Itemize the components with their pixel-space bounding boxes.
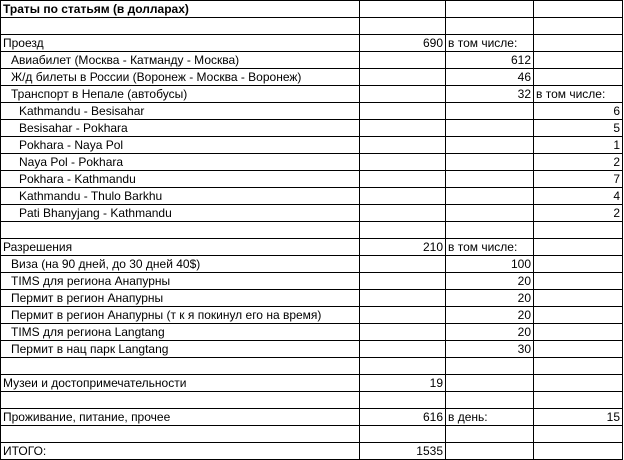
cell-subtotal[interactable]: 20 [446, 290, 534, 307]
cell-subtotal[interactable]: 46 [446, 69, 534, 86]
cell-total[interactable] [360, 290, 446, 307]
cell-subtotal[interactable]: 20 [446, 307, 534, 324]
table-row [0, 69, 624, 86]
cell-subtotal[interactable] [446, 120, 534, 137]
cell-detail[interactable] [534, 239, 623, 256]
cell-item[interactable]: Проживание, питание, прочее [0, 409, 360, 426]
cell-subtotal[interactable]: в том числе: [446, 239, 534, 256]
cell-total[interactable] [360, 426, 446, 443]
cell-total[interactable]: 616 [360, 409, 446, 426]
table-row [0, 52, 624, 69]
cell-item[interactable]: TIMS для региона Анапурны [0, 273, 360, 290]
cell-detail[interactable] [534, 273, 623, 290]
table-row [0, 205, 624, 222]
cell-total[interactable] [360, 171, 446, 188]
cell-subtotal[interactable]: 30 [446, 341, 534, 358]
cell-detail[interactable]: в том числе: [534, 86, 623, 103]
cell-detail[interactable] [534, 222, 623, 239]
cell-item[interactable]: Музеи и достопримечательности [0, 375, 360, 392]
cell-subtotal[interactable]: в том числе: [446, 35, 534, 52]
cell-subtotal[interactable]: 20 [446, 273, 534, 290]
cell-subtotal[interactable] [446, 103, 534, 120]
cell-detail[interactable] [534, 341, 623, 358]
cell-total[interactable]: 690 [360, 35, 446, 52]
table-row [0, 35, 624, 52]
cell-total[interactable] [360, 137, 446, 154]
cell-subtotal[interactable] [446, 137, 534, 154]
cell-detail[interactable] [534, 324, 623, 341]
cell-total[interactable] [360, 69, 446, 86]
cell-subtotal[interactable]: 20 [446, 324, 534, 341]
cell-detail[interactable] [534, 307, 623, 324]
cell-item[interactable]: Pokhara - Naya Pol [0, 137, 360, 154]
cell-detail[interactable]: 15 [534, 409, 623, 426]
cell-detail[interactable] [534, 52, 623, 69]
table-row [0, 426, 624, 443]
cell-subtotal[interactable]: 612 [446, 52, 534, 69]
cell-detail[interactable]: 2 [534, 205, 623, 222]
cell-subtotal[interactable] [446, 358, 534, 375]
cell-item[interactable]: Пермит в нац парк Langtang [0, 341, 360, 358]
cell-total[interactable]: 19 [360, 375, 446, 392]
cell-total[interactable] [360, 188, 446, 205]
cell-detail[interactable] [534, 0, 623, 18]
table-row [0, 409, 624, 426]
cell-item[interactable]: Kathmandu - Besisahar [0, 103, 360, 120]
cell-item[interactable] [0, 392, 360, 409]
table-row [0, 154, 624, 171]
cell-subtotal[interactable]: в день: [446, 409, 534, 426]
cell-subtotal[interactable] [446, 154, 534, 171]
cell-subtotal[interactable] [446, 443, 534, 460]
cell-total[interactable] [360, 392, 446, 409]
cell-item[interactable]: Besisahar - Pokhara [0, 120, 360, 137]
table-row [0, 120, 624, 137]
cell-total[interactable] [360, 103, 446, 120]
cell-item[interactable]: Пермит в регион Анапурны (т к я покинул его на время) [0, 307, 360, 324]
cell-item[interactable]: Naya Pol - Pokhara [0, 154, 360, 171]
table-row [0, 358, 624, 375]
table-row [0, 0, 624, 18]
cell-total[interactable] [360, 18, 446, 35]
cell-item[interactable]: Pokhara - Kathmandu [0, 171, 360, 188]
cell-total[interactable] [360, 120, 446, 137]
cell-total[interactable] [360, 222, 446, 239]
cell-subtotal[interactable] [446, 188, 534, 205]
cell-item[interactable]: Pati Bhanyjang - Kathmandu [0, 205, 360, 222]
cell-subtotal[interactable] [446, 222, 534, 239]
cell-item[interactable] [0, 222, 360, 239]
cell-total[interactable] [360, 341, 446, 358]
cell-item[interactable] [0, 358, 360, 375]
table-row [0, 307, 624, 324]
cell-total[interactable] [360, 324, 446, 341]
table-row [0, 222, 624, 239]
cell-detail[interactable] [534, 443, 623, 460]
cell-item[interactable]: Траты по статьям (в долларах) [0, 0, 360, 18]
table-row [0, 18, 624, 35]
cell-subtotal[interactable] [446, 375, 534, 392]
cell-item[interactable]: Kathmandu - Thulo Barkhu [0, 188, 360, 205]
cell-total[interactable] [360, 256, 446, 273]
cell-detail[interactable] [534, 392, 623, 409]
table-row [0, 256, 624, 273]
cell-total[interactable] [360, 307, 446, 324]
table-row [0, 103, 624, 120]
cell-subtotal[interactable] [446, 426, 534, 443]
table-row [0, 324, 624, 341]
table-row [0, 392, 624, 409]
table-row [0, 290, 624, 307]
cell-item[interactable]: TIMS для региона Langtang [0, 324, 360, 341]
table-row [0, 273, 624, 290]
table-row [0, 375, 624, 392]
cell-detail[interactable] [534, 358, 623, 375]
cell-detail[interactable] [534, 426, 623, 443]
cell-detail[interactable] [534, 256, 623, 273]
cell-item[interactable]: Разрешения [0, 239, 360, 256]
cell-item[interactable]: Транспорт в Непале (автобусы) [0, 86, 360, 103]
cell-subtotal[interactable] [446, 171, 534, 188]
cell-detail[interactable] [534, 69, 623, 86]
cell-item[interactable]: Ж/д билеты в России (Воронеж - Москва - Воронеж) [0, 69, 360, 86]
cell-detail[interactable]: 7 [534, 171, 623, 188]
cell-item[interactable] [0, 426, 360, 443]
cell-total[interactable] [360, 358, 446, 375]
cell-item[interactable]: ИТОГО: [0, 443, 360, 460]
cell-detail[interactable] [534, 290, 623, 307]
table-row [0, 443, 624, 460]
cell-item[interactable]: Проезд [0, 35, 360, 52]
cell-item[interactable]: Пермит в регион Анапурны [0, 290, 360, 307]
cell-detail[interactable]: 4 [534, 188, 623, 205]
cell-total[interactable]: 210 [360, 239, 446, 256]
cell-total[interactable] [360, 52, 446, 69]
cell-subtotal[interactable] [446, 18, 534, 35]
cell-total[interactable]: 1535 [360, 443, 446, 460]
cell-subtotal[interactable] [446, 392, 534, 409]
cell-item[interactable] [0, 18, 360, 35]
cell-subtotal[interactable]: 100 [446, 256, 534, 273]
cell-detail[interactable] [534, 18, 623, 35]
cell-detail[interactable]: 1 [534, 137, 623, 154]
cell-detail[interactable] [534, 35, 623, 52]
table-row [0, 171, 624, 188]
cell-total[interactable] [360, 205, 446, 222]
table-row [0, 86, 624, 103]
cell-subtotal[interactable] [446, 0, 534, 18]
cell-subtotal[interactable] [446, 205, 534, 222]
table-row [0, 239, 624, 256]
cell-total[interactable] [360, 273, 446, 290]
cell-detail[interactable]: 2 [534, 154, 623, 171]
table-row [0, 137, 624, 154]
cell-detail[interactable] [534, 375, 623, 392]
cell-item[interactable]: Авиабилет (Москва - Катманду - Москва) [0, 52, 360, 69]
cell-detail[interactable]: 6 [534, 103, 623, 120]
table-row [0, 341, 624, 358]
cell-item[interactable]: Виза (на 90 дней, до 30 дней 40$) [0, 256, 360, 273]
cell-total[interactable] [360, 154, 446, 171]
cell-subtotal[interactable]: 32 [446, 86, 534, 103]
cell-detail[interactable]: 5 [534, 120, 623, 137]
table-row [0, 188, 624, 205]
cell-total[interactable] [360, 0, 446, 18]
cell-total[interactable] [360, 86, 446, 103]
